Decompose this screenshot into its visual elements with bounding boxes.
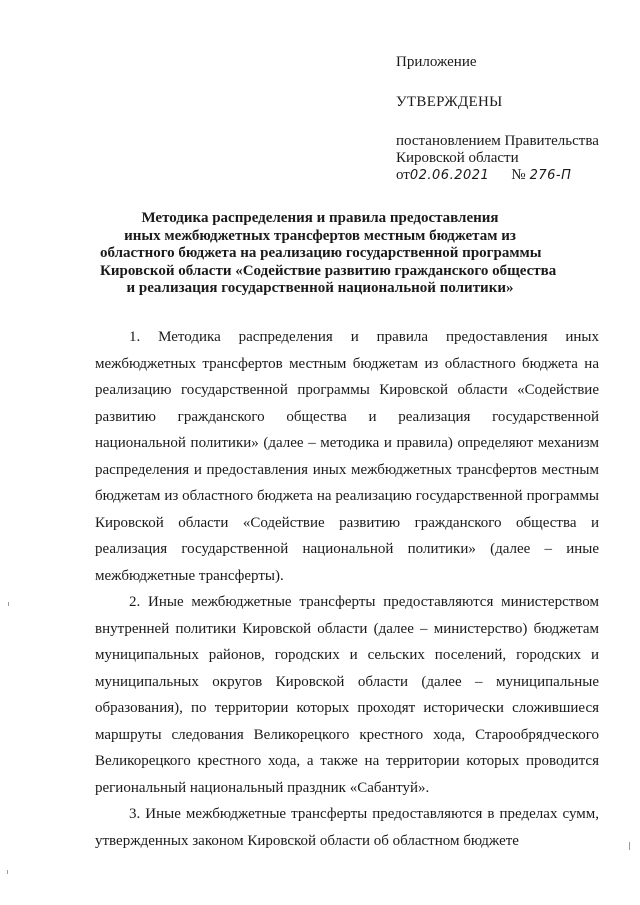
handwritten-date: 02.06.2021 bbox=[409, 168, 490, 183]
title-line-3: областного бюджета на реализацию государственной программы bbox=[100, 245, 542, 261]
date-prefix: от bbox=[396, 167, 410, 183]
document-title bbox=[100, 210, 557, 298]
document-body bbox=[95, 324, 599, 854]
paragraph-3: 3. Иные межбюджетные трансферты предоставляются в пределах сумм, утвержденных законом Кировской области об областном бюджете bbox=[95, 806, 599, 849]
date-number-row bbox=[396, 167, 626, 184]
approval-block bbox=[396, 54, 626, 184]
appendix-label: Приложение bbox=[396, 54, 477, 70]
paragraph-2: 2. Иные межбюджетные трансферты предоставляются министерством внутренней политики Кировской области (далее – министерство) бюджетам муниципальных районов, городских и сельских поселений, городских и муниципальных округов Кировской области (далее – муниципальные образования), по территории которых проходят исторически сложившиеся маршруты следования Великорецкого крестного хода, Старообрядческого Великорецкого крестного хода, а также на территории которых проводится региональный национальный праздник «Сабантуй». bbox=[95, 594, 599, 796]
handwritten-number: 276-П bbox=[529, 168, 572, 183]
approved-heading: УТВЕРЖДЕНЫ bbox=[396, 94, 503, 110]
title-line-2: иных межбюджетных трансфертов местным бюджетам из bbox=[124, 227, 516, 244]
scan-speck bbox=[629, 842, 630, 850]
number-label: № bbox=[511, 167, 526, 183]
title-line-5: и реализация государственной национальной политики» bbox=[126, 280, 514, 296]
resolution-line-1: постановлением Правительства bbox=[396, 133, 599, 149]
scan-speck bbox=[8, 602, 9, 606]
paragraph-1: 1. Методика распределения и правила предоставления иных межбюджетных трансфертов местным бюджетам из областного бюджета на реализацию государственной программы Кировской области «Содействие развитию гражданского общества и реализация государственной национальной политики» (далее – методика и правила) определяют механизм распределения и предоставления иных межбюджетных трансфертов местным бюджетам из областного бюджета на реализацию государственной программы Кировской области «Содействие развитию гражданского общества и реализация государственной национальной политики» (далее – иные межбюджетные трансферты). bbox=[95, 329, 599, 584]
scan-speck bbox=[7, 870, 8, 874]
title-line-4: Кировской области «Содействие развитию гражданского общества bbox=[100, 262, 557, 279]
resolution-line-2: Кировской области bbox=[396, 150, 519, 166]
title-line-1: Методика распределения и правила предоставления bbox=[141, 210, 499, 226]
